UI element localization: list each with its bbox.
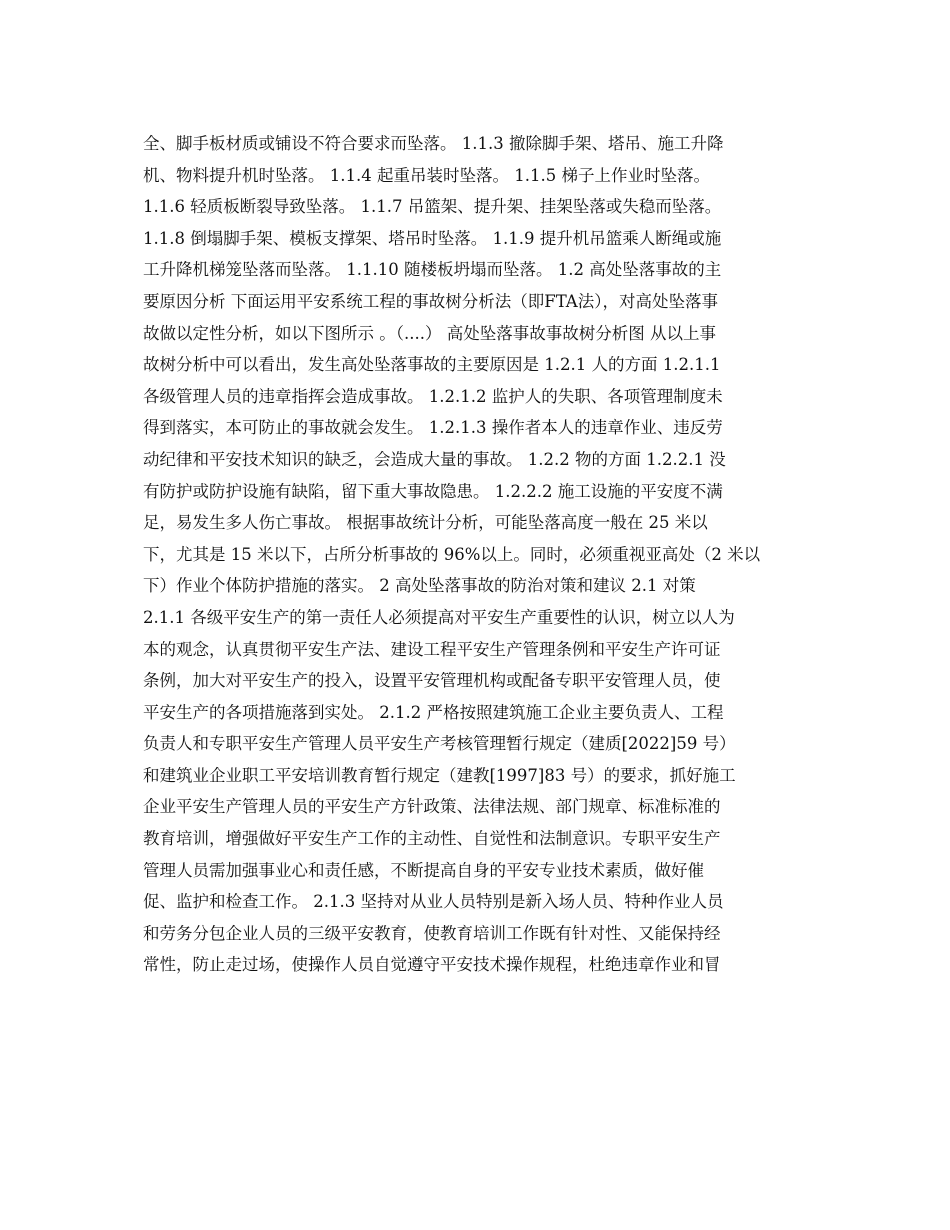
text-line: 1.1.6 轻质板断裂导致坠落。 1.1.7 吊篮架、提升架、挂架坠落或失稳而坠落。 — [143, 197, 722, 217]
text-line: 教育培训，增强做好平安生产工作的主动性、自觉性和法制意识。专职平安生产 — [143, 829, 721, 849]
text-line: 故做以定性分析，如以下图所示 。（....） 高处坠落事故事故树分析图 从以上事 — [143, 323, 716, 343]
text-line: 各级管理人员的违章指挥会造成事故。 1.2.1.2 监护人的失职、各项管理制度未 — [143, 386, 723, 406]
text-line: 机、物料提升机时坠落。 1.1.4 起重吊装时坠落。 1.1.5 梯子上作业时坠落。 — [143, 165, 710, 185]
text-line: 和劳务分包企业人员的三级平安教育，使教育培训工作既有针对性、又能保持经 — [143, 923, 721, 943]
text-line: 下）作业个体防护措施的落实。 2 高处坠落事故的防治对策和建议 2.1 对策 — [143, 576, 696, 596]
text-line: 下，尤其是 15 米以下，占所分析事故的 96%以上。同时，必须重视亚高处（2 米以 — [143, 544, 761, 564]
text-line: 2.1.1 各级平安生产的第一责任人必须提高对平安生产重要性的认识，树立以人为 — [143, 607, 735, 627]
text-line: 动纪律和平安技术知识的缺乏，会造成大量的事故。 1.2.2 物的方面 1.2.2.1 没 — [143, 449, 726, 469]
text-line: 有防护或防护设施有缺陷，留下重大事故隐患。 1.2.2.2 施工设施的平安度不满 — [143, 481, 723, 501]
text-line: 要原因分析 下面运用平安系统工程的事故树分析法（即FTA法），对高处坠落事 — [143, 291, 718, 311]
text-line: 全、脚手板材质或铺设不符合要求而坠落。 1.1.3 撤除脚手架、塔吊、施工升降 — [143, 134, 724, 153]
text-line: 足，易发生多人伤亡事故。 根据事故统计分析，可能坠落高度一般在 25 米以 — [143, 513, 708, 533]
body-text — [143, 128, 813, 981]
text-line: 负责人和专职平安生产管理人员平安生产考核管理暂行规定（建质[2022]59 号） — [143, 734, 736, 754]
text-line: 常性，防止走过场，使操作人员自觉遵守平安技术操作规程，杜绝违章作业和冒 — [143, 955, 721, 975]
text-line: 本的观念，认真贯彻平安生产法、建设工程平安生产管理条例和平安生产许可证 — [143, 639, 721, 659]
text-line: 得到落实，本可防止的事故就会发生。 1.2.1.3 操作者本人的违章作业、违反劳 — [143, 418, 723, 438]
text-line: 管理人员需加强事业心和责任感，不断提高自身的平安专业技术素质，做好催 — [143, 860, 704, 880]
text-line: 和建筑业企业职工平安培训教育暂行规定（建教[1997]83 号）的要求，抓好施工 — [143, 765, 736, 785]
text-line: 条例，加大对平安生产的投入，设置平安管理机构或配备专职平安管理人员，使 — [143, 671, 721, 691]
text-line: 故树分析中可以看出，发生高处坠落事故的主要原因是 1.2.1 人的方面 1.2.1.1 — [143, 355, 721, 375]
text-line: 平安生产的各项措施落到实处。 2.1.2 严格按照建筑施工企业主要负责人、工程 — [143, 702, 724, 722]
text-line: 工升降机梯笼坠落而坠落。 1.1.10 随楼板坍塌而坠落。 1.2 高处坠落事故的主 — [143, 260, 722, 280]
text-line: 企业平安生产管理人员的平安生产方针政策、法律法规、部门规章、标准标准的 — [143, 797, 721, 817]
text-line: 促、监护和检查工作。 2.1.3 坚持对从业人员特别是新入场人员、特种作业人员 — [143, 892, 724, 912]
text-line: 1.1.8 倒塌脚手架、模板支撑架、塔吊时坠落。 1.1.9 提升机吊篮乘人断绳或施 — [143, 228, 722, 248]
